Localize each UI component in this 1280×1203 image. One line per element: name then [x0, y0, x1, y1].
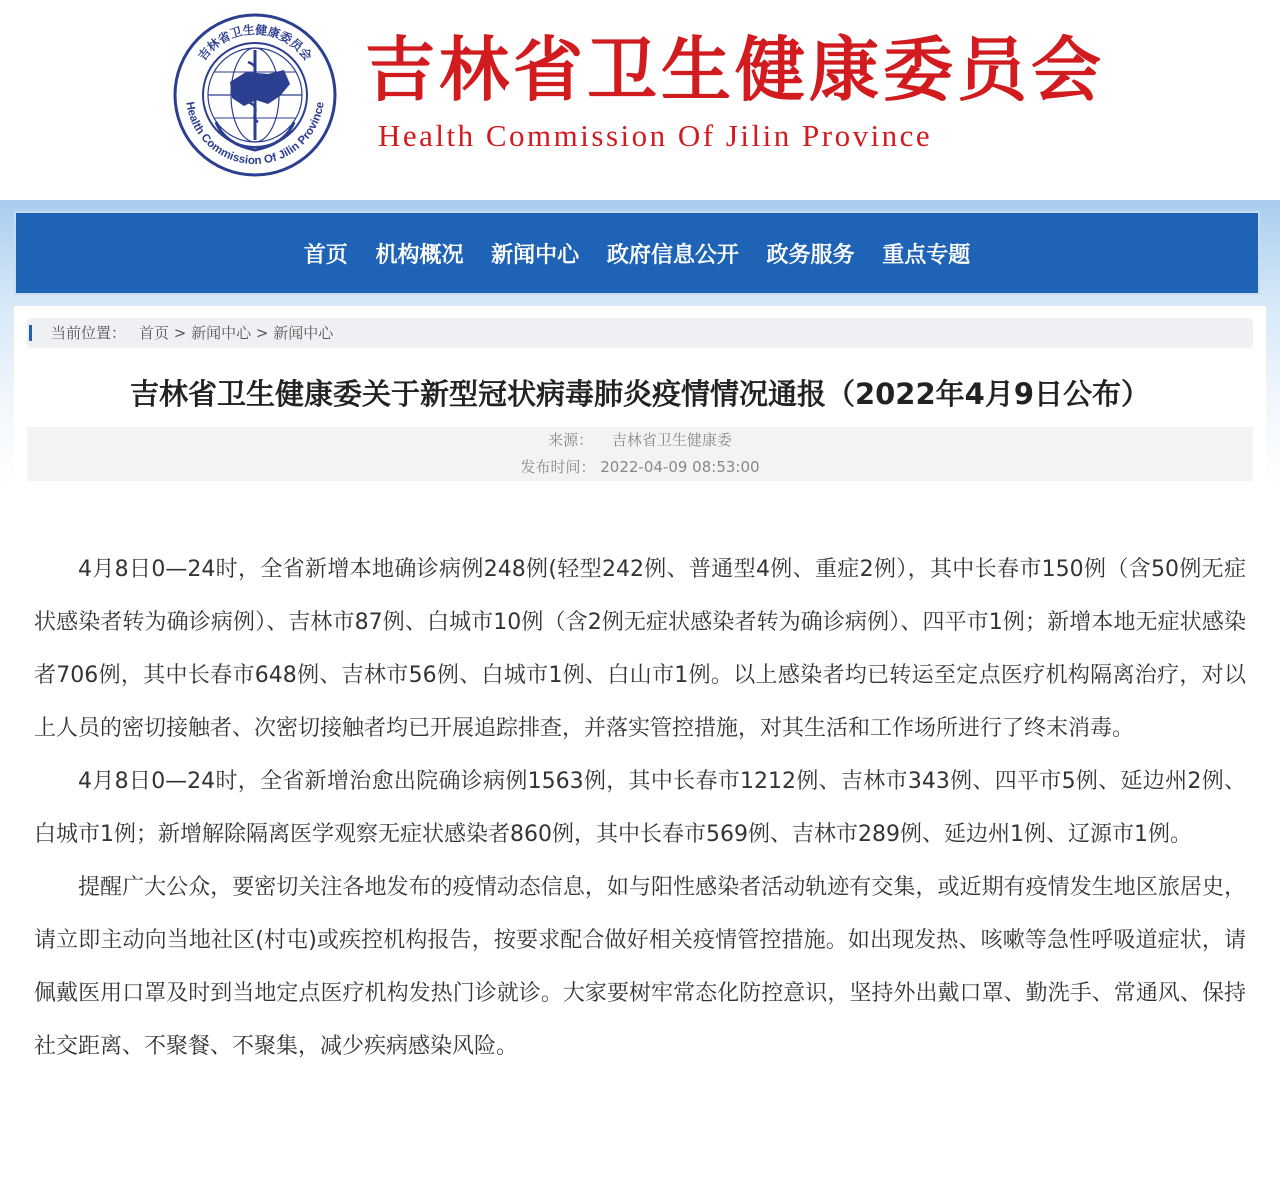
publish-time-value: 2022-04-09 08:53:00 [600, 458, 760, 476]
logo-ring-cn: 吉林省卫生健康委员会 [195, 22, 315, 64]
nav-item-services[interactable]: 政务服务 [766, 243, 855, 268]
site-title-cn: 吉林省卫生健康委员会 [365, 28, 1105, 111]
article-paragraph: 4月8日0—24时，全省新增治愈出院确诊病例1563例，其中长春市1212例、吉林市343例、四平市5例、延边州2例、白城市1例；新增解除隔离医学观察无症状感染者860例，其中长春市569例、吉林市289例、延边州1例、辽源市1例。 [34, 769, 1246, 847]
nav-item-topics[interactable]: 重点专题 [882, 243, 971, 268]
breadcrumb-label: 当前位置： [51, 324, 127, 342]
article-meta [27, 427, 1253, 481]
source-value: 吉林省卫生健康委 [611, 431, 732, 449]
nav-item-about[interactable]: 机构概况 [375, 243, 464, 268]
article-paragraph: 提醒广大公众，要密切关注各地发布的疫情动态信息，如与阳性感染者活动轨迹有交集，或近期有疫情发生地区旅居史，请立即主动向当地社区(村屯)或疾控机构报告，按要求配合做好相关疫情管控措施。如出现发热、咳嗽等急性呼吸道症状，请佩戴医用口罩及时到当地定点医疗机构发热门诊就诊。大家要树牢常态化防控意识，坚持外出戴口罩、勤洗手、常通风、保持社交距离、不聚餐、不聚集，减少疾病感染风险。 [34, 875, 1246, 1059]
site-header [0, 0, 1280, 200]
site-title-en: Health Commission Of Jilin Province [378, 118, 933, 153]
breadcrumb-marker [29, 325, 32, 341]
article-paragraph: 4月8日0—24时，全省新增本地确诊病例248例(轻型242例、普通型4例、重症2例），其中长春市150例（含50例无症状感染者转为确诊病例）、吉林市87例、白城市10例（含2例无症状感染者转为确诊病例）、四平市1例；新增本地无症状感染者706例，其中长春市648例、吉林市56例、白城市1例、白山市1例。以上感染者均已转运至定点医疗机构隔离治疗，对以上人员的密切接触者、次密切接触者均已开展追踪排查，并落实管控措施，对其生活和工作场所进行了终末消毒。 [34, 557, 1246, 741]
nav-item-news[interactable]: 新闻中心 [491, 243, 580, 268]
source-label: 来源： [548, 431, 594, 449]
logo-ring-en: Health Commission Of Jilin Province [183, 100, 327, 168]
publish-time-label: 发布时间： [520, 458, 596, 476]
breadcrumb-path[interactable]: 首页 > 新闻中心 > 新闻中心 [139, 324, 334, 342]
nav-item-gov-info[interactable]: 政府信息公开 [606, 243, 739, 268]
main-nav [14, 211, 1260, 295]
article-title: 吉林省卫生健康委关于新型冠状病毒肺炎疫情情况通报（2022年4月9日公布） [129, 377, 1151, 411]
nav-item-home[interactable]: 首页 [303, 243, 348, 268]
commission-logo-icon [172, 12, 338, 178]
breadcrumb [27, 318, 1253, 348]
article-body [34, 543, 1246, 1073]
